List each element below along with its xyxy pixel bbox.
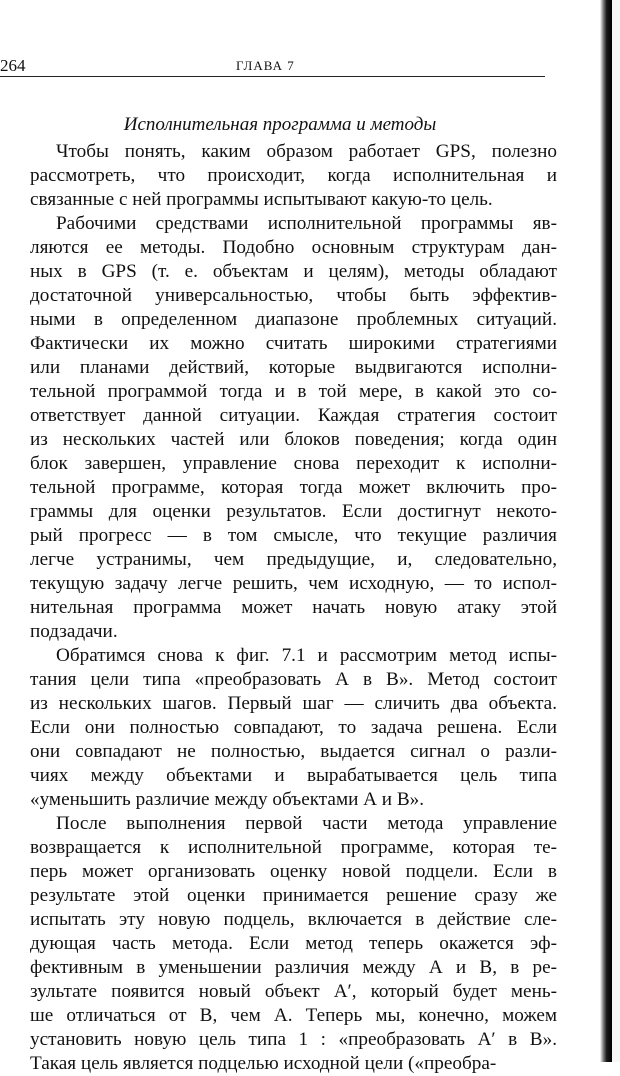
text-line: подзадачи. [30,621,118,642]
text-line: испытать эту новую подцель, включается в действие сле- [30,909,557,930]
text-line: тания цели типа «преобразовать А в В». Метод состоит [30,669,557,690]
text-line: Чтобы понять, каким образом работает GPS, полезно [56,141,557,162]
text-line: ше отличаться от В, чем А. Теперь мы, конечно, можем [30,1005,557,1026]
text-line: возвращается к исполнительной программе, которая те- [30,837,557,858]
body-text [30,140,557,1076]
text-line: из нескольких частей или блоков поведения; когда один [30,429,557,450]
paragraph [30,644,557,812]
page-header [0,56,545,78]
text-line: граммы для оценки результатов. Если достигнут некото- [30,501,557,522]
text-line: рый прогресс — в том смысле, что текущие различия [30,525,557,546]
page-binding-edge [600,0,612,1062]
paragraph [30,812,557,1076]
text-line: ными в определенном диапазоне проблемных ситуаций. [30,309,557,330]
text-line: они совпадают не полностью, выдается сигнал о разли- [30,741,557,762]
running-head: ГЛАВА 7 [236,58,295,73]
text-line: Фактически их можно считать широкими стратегиями [30,333,557,354]
text-line: рассмотреть, что происходит, когда исполнительная и [30,165,557,186]
page-edge-margin [612,0,620,1062]
text-line: фективным в уменьшении различия между А и В, в ре- [30,957,557,978]
text-line: Рабочими средствами исполнительной программы яв- [56,213,557,234]
text-line: ных в GPS (т. е. объектам и целям), методы обладают [30,261,557,282]
text-line: перь может организовать оценку новой подцели. Если в [30,861,557,882]
text-line: ответствует данной ситуации. Каждая стратегия состоит [30,405,557,426]
text-line: или планами действий, которые выдвигаются исполни- [30,357,557,378]
text-line: Если они полностью совпадают, то задача решена. Если [30,717,557,738]
text-line: тельной программе, которая тогда может включить про- [30,477,557,498]
text-line: Такая цель является подцелью исходной цели («преобра- [30,1053,497,1074]
text-line: ляются ее методы. Подобно основным структурам дан- [30,237,557,258]
text-line: зультате появится новый объект А′, который будет мень- [30,981,557,1002]
text-line: тельной программой тогда и в той мере, в какой это со- [30,381,557,402]
text-line: дующая часть метода. Если метод теперь окажется эф- [30,933,557,954]
text-line: блок завершен, управление снова переходит к исполни- [30,453,557,474]
text-line: установить новую цель типа 1 : «преобразовать А′ в В». [30,1029,557,1050]
paragraph [30,140,557,212]
text-line: текущую задачу легче решить, чем исходную, — то испол- [30,573,557,594]
text-line: легче устранимы, чем предыдущие, и, следовательно, [30,549,557,570]
text-line: чиях между объектами и вырабатывается цель типа [30,765,557,786]
paragraph [30,212,557,644]
text-line: «уменьшить различие между объектами А и В». [30,789,425,810]
page-number: 264 [0,56,26,75]
text-line: Обратимся снова к фиг. 7.1 и рассмотрим метод испы- [56,645,557,666]
text-line: достаточной универсальностью, чтобы быть эффектив- [30,285,557,306]
header-rule [0,76,545,77]
text-line: связанные с ней программы испытывают какую-то цель. [30,189,493,210]
text-line: из нескольких шагов. Первый шаг — сличить два объекта. [30,693,557,714]
text-line: После выполнения первой части метода управление [56,813,557,834]
text-line: нительная программа может начать новую атаку этой [30,597,557,618]
section-title: Исполнительная программа и методы [123,114,437,135]
text-line: результате этой оценки принимается решение сразу же [30,885,557,906]
